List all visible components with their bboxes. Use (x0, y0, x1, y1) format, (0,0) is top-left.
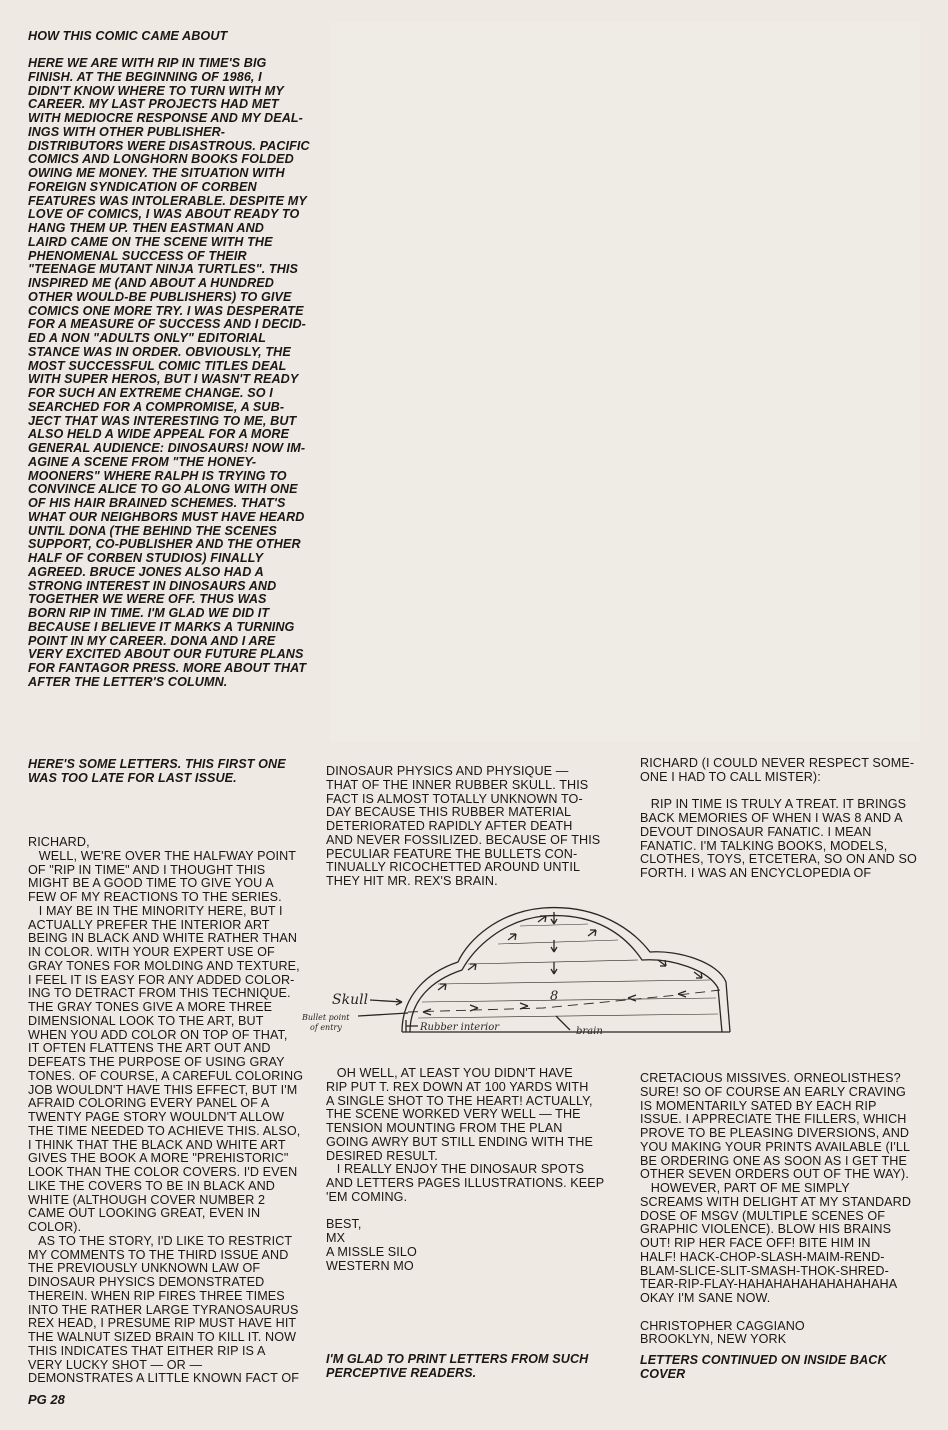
skull-pointer (370, 999, 402, 1005)
intro-heading: HOW THIS COMIC CAME ABOUT (28, 29, 228, 43)
rubber-interior-label: Rubber interior (420, 1022, 500, 1033)
continued-notice: LETTERS CONTINUED ON INSIDE BACK COVER (640, 1353, 887, 1381)
bullet-path (408, 990, 720, 1012)
letter-1-ending: OH WELL, AT LEAST YOU DIDN'T HAVE RIP PUT T. REX DOWN AT 100 YARDS WITH A SINGLE SHOT TO THE HEART! ACTUALLY, THE SCENE WORKED VERY WELL — THE TENSION MOUNTING FROM THE PLAN GOING AWRY BUT STILL ENDING WITH THE DESIRED RESULT. I REALLY ENJOY THE DINOSAUR SPOTS AND LETTERS PAGES ILLUSTRATIONS. KEEP 'EM COMING. BEST, MX A MISSLE SILO WESTERN MO (326, 1066, 605, 1273)
letters-heading: HERE'S SOME LETTERS. THIS FIRST ONE WAS TOO LATE FOR LAST ISSUE. (28, 757, 286, 785)
intro-body: HERE WE ARE WITH RIP IN TIME'S BIG FINISH. AT THE BEGINNING OF 1986, I DIDN'T KNOW WHERE TO TURN WITH MY CAREER. MY LAST PROJECTS HAD MET WITH MEDIOCRE RESPONSE AND MY DEAL- INGS WITH OTHER PUBLISHER- DISTRIBUTORS WERE DISASTROUS. PACIFIC COMICS AND LONGHORN BOOKS FOLDED OWING ME MONEY. THE SITUATION WITH FOREIGN SYNDICATION OF CORBEN FEATURES WAS INTOLERABLE. DESPITE MY LOVE OF COMICS, I WAS ABOUT READY TO HANG THEM UP. THEN EASTMAN AND LAIRD CAME ON THE SCENE WITH THE PHENOMENAL SUCCESS OF THEIR "TEENAGE MUTANT NINJA TURTLES". THIS INSPIRED ME (AND ABOUT A HUNDRED OTHER WOULD-BE PUBLISHERS) TO GIVE COMICS ONE MORE TRY. I WAS DESPERATE FOR A MEASURE OF SUCCESS AND I DECID- ED A NON "ADULTS ONLY" EDITORIAL STANCE WAS IN ORDER. OBVIOUSLY, THE MOST SUCCESSFUL COMIC TITLES DEAL WITH SUPER HEROS, BUT I WASN'T READY FOR SUCH AN EXTREME CHANGE. SO I SEARCHED FOR A COMPROMISE, A SUB- JECT THAT WAS INTERESTING TO ME, BUT ALSO HELD A WIDE APPEAL FOR A MORE GENERAL AUDIENCE: DINOSAURS! NOW IM- AGINE A SCENE FROM "THE HONEY- MOONERS" WHERE RALPH IS TRYING TO CONVINCE ALICE TO GO ALONG WITH ONE OF HIS HAIR BRAINED SCHEMES. THAT'S WHAT OUR NEIGHBORS MUST HAVE HEARD UNTIL DONA (THE BEHIND THE SCENES SUPPORT, CO-PUBLISHER AND THE OTHER HALF OF CORBEN STUDIOS) FINALLY AGREED. BRUCE JONES ALSO HAD A STRONG INTEREST IN DINOSAURS AND TOGETHER WE WERE OFF. THUS WAS BORN RIP IN TIME. I'M GLAD WE DID IT BECAUSE I BELIEVE IT MARKS A TURNING POINT IN MY CAREER. DONA AND I ARE VERY EXCITED ABOUT OUR FUTURE PLANS FOR FANTAGOR PRESS. MORE ABOUT THAT AFTER THE LETTER'S COLUMN. (28, 56, 310, 689)
skull-label: Skull (332, 992, 369, 1008)
bullet-entry-label-2: of entry (310, 1023, 342, 1032)
skull-diagram (298, 900, 740, 1040)
blank-illustration-area (330, 22, 920, 742)
page-number: PG 28 (28, 1392, 65, 1407)
editor-reply: I'M GLAD TO PRINT LETTERS FROM SUCH PERCEPTIVE READERS. (326, 1352, 589, 1380)
letter-1-column-1: RICHARD, WELL, WE'RE OVER THE HALFWAY POINT OF "RIP IN TIME" AND I THOUGHT THIS MIGHT BE A GOOD TIME TO GIVE YOU A FEW OF MY REACTIONS TO THE SERIES. I MAY BE IN THE MINORITY HERE, BUT I ACTUALLY PREFER THE INTERIOR ART BEING IN BLACK AND WHITE RATHER THAN IN COLOR. WITH YOUR EXPERT USE OF GRAY TONES FOR MOLDING AND TEXTURE, I FEEL IT IS EASY FOR ANY ADDED COLOR- ING TO DETRACT FROM THIS TECHNIQUE. THE GRAY TONES GIVE A MORE THREE DIMENSIONAL LOOK TO THE ART, BUT WHEN YOU ADD COLOR ON TOP OF THAT, IT OFTEN FLATTENS THE ART OUT AND DEFEATS THE PURPOSE OF USING GRAY TONES. OF COURSE, A CAREFUL COLORING JOB WOULDN'T HAVE THIS EFFECT, BUT I'M AFRAID COLORING EVERY PANEL OF A TWENTY PAGE STORY WOULDN'T ALLOW THE TIME NEEDED TO ACHIEVE THIS. ALSO, I THINK THAT THE BLACK AND WHITE ART GIVES THE BOOK A MORE "PREHISTORIC" LOOK THAN THE COLOR COVERS. I'D EVEN LIKE THE COVERS TO BE IN BLACK AND WHITE (ALTHOUGH COVER NUMBER 2 CAME OUT LOOKING GREAT, EVEN IN COLOR). AS TO THE STORY, I'D LIKE TO RESTRICT MY COMMENTS TO THE THIRD ISSUE AND THE PREVIOUSLY UNKNOWN LAW OF DINOSAUR PHYSICS DEMONSTRATED THEREIN. WHEN RIP FIRES THREE TIMES INTO THE RATHER LARGE TYRANOSAURUS REX HEAD, I PRESUME RIP MUST HAVE HIT THE WALNUT SIZED BRAIN TO KILL IT. NOW THIS INDICATES THAT EITHER RIP IS A VERY LUCKY SHOT — OR — DEMONSTRATES A LITTLE KNOWN FACT OF (28, 835, 304, 1386)
brain-mark: 8 (550, 989, 559, 1004)
letter-2-continued: CRETACIOUS MISSIVES. ORNEOLISTHES? SURE! SO OF COURSE AN EARLY CRAVING IS MOMENTARILY SATED BY EACH RIP ISSUE. I APPRECIATE THE FILLERS, WHICH PROVE TO BE PLEASING DIVERSIONS, AND YOU MAKING YOUR PRINTS AVAILABLE (I'LL BE ORDERING ONE AS SOON AS I GET THE OTHER SEVEN ORDERS OUT OF THE WAY). HOWEVER, PART OF ME SIMPLY SCREAMS WITH DELIGHT AT MY STANDARD DOSE OF MSGV (MULTIPLE SCENES OF GRAPHIC VIOLENCE). BLOW HIS BRAINS OUT! RIP HER FACE OFF! BITE HIM IN HALF! HACK-CHOP-SLASH-MAIM-REND- BLAM-SLICE-SLIT-SMASH-THOK-SHRED- TEAR-RIP-FLAY-HAHAHAHAHAHAHAHAHA OKAY I'M SANE NOW. CHRISTOPHER CAGGIANO BROOKLYN, NEW YORK (640, 1071, 912, 1347)
letter-1-continued: DINOSAUR PHYSICS AND PHYSIQUE — THAT OF THE INNER RUBBER SKULL. THIS FACT IS ALMOST TOTALLY UNKNOWN TO- DAY BECAUSE THIS RUBBER MATERIAL DETERIORATED RAPIDLY AFTER DEATH AND NEVER FOSSILIZED. BECAUSE OF THIS PECULIAR FEATURE THE BULLETS CON- TINUALLY RICOCHETTED AROUND UNTIL THEY HIT MR. REX'S BRAIN. (326, 764, 601, 888)
bullet-entry-label-1: Bullet point (302, 1013, 350, 1022)
skull-outline (402, 908, 730, 1032)
brain-label: brain (576, 1026, 603, 1037)
letter-2-opening: RICHARD (I COULD NEVER RESPECT SOME- ONE I HAD TO CALL MISTER): RIP IN TIME IS TRULY A TREAT. IT BRINGS BACK MEMORIES OF WHEN I WAS 8 AND A DEVOUT DINOSAUR FANATIC. I MEAN FANATIC. I'M TALKING BOOKS, MODELS, CLOTHES, TOYS, ETCETERA, SO ON AND SO FORTH. I WAS AN ENCYCLOPEDIA OF (640, 756, 917, 880)
